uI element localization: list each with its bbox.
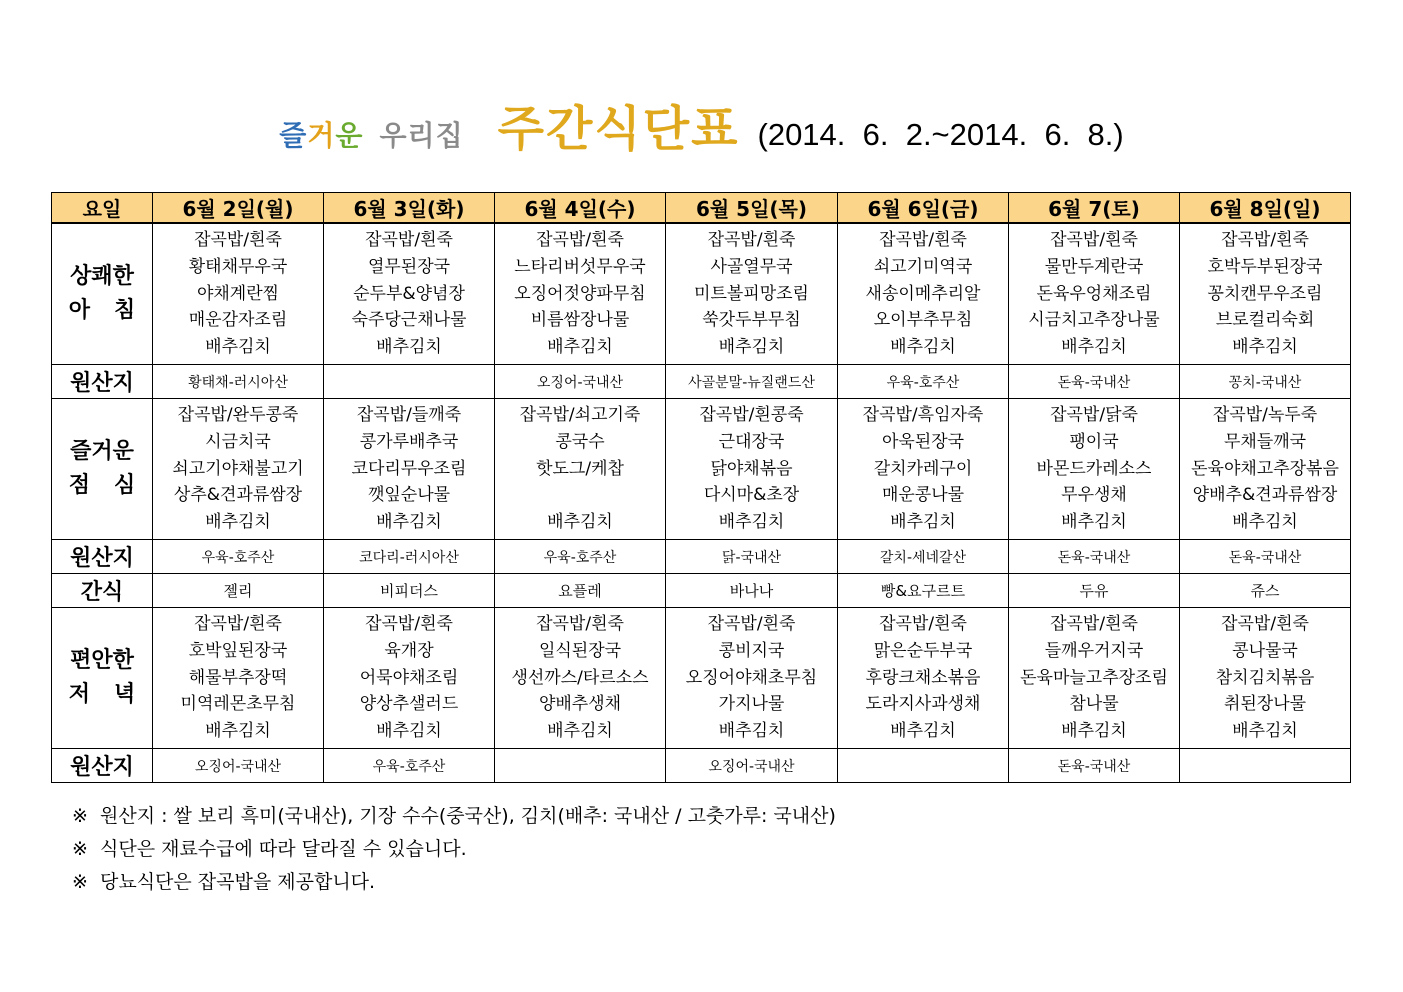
lunch-label: [52, 399, 160, 540]
brand-part2: [379, 114, 463, 154]
menu-item: 취된장나물: [1223, 694, 1307, 715]
menu-item: 배추김치: [205, 721, 271, 742]
origin-cell: 우육-호주산: [324, 749, 495, 783]
menu-item: 들깨우거지국: [1044, 640, 1144, 661]
origin-cell: 코다리-러시아산: [324, 540, 495, 574]
menu-item: 가지나물: [718, 694, 785, 715]
menu-item: 배추김치: [1232, 512, 1298, 533]
menu-item: 잡곡밥/흰죽: [365, 230, 453, 250]
menu-item: 배추김치: [205, 512, 271, 533]
menu-item: 콩비지국: [718, 640, 785, 661]
menu-item: 배추김치: [547, 337, 613, 358]
lunch-menu-cell: [838, 399, 1009, 540]
origin-cell: 오징어-국내산: [666, 749, 838, 783]
menu-item: 참치김치볶음: [1215, 667, 1315, 688]
breakfast-row: [52, 223, 1351, 365]
menu-item: 순두부&양념장: [353, 283, 465, 304]
day-header-cell: 6월 2일(월): [153, 193, 324, 224]
menu-item: 핫도그/케찹: [536, 458, 624, 479]
origin-cell: 황태채-러시아산: [153, 365, 324, 399]
dinner-label: [52, 608, 160, 749]
menu-item: 사골열무국: [710, 256, 793, 277]
menu-item: 배추김치: [376, 337, 442, 358]
breakfast-menu-cell: [153, 223, 324, 365]
menu-item: 브로컬리숙회: [1215, 310, 1315, 331]
menu-item: 닭야채볶음: [710, 458, 793, 479]
menu-item: 잡곡밥/흰죽: [536, 230, 624, 250]
menu-item: 깻잎순나물: [367, 485, 451, 506]
menu-item: 배추김치: [205, 337, 271, 358]
menu-item: 무우생채: [1061, 485, 1127, 506]
label-line: 점심: [68, 473, 160, 498]
menu-item: 배추김치: [718, 337, 785, 358]
origin-cell: [324, 365, 495, 399]
menu-item: 콩국수: [555, 431, 605, 452]
breakfast-menu-cell: [838, 223, 1009, 365]
menu-item: 황태채무우국: [188, 256, 288, 277]
brand-part1: [279, 114, 363, 154]
menu-item: 배추김치: [1232, 337, 1298, 358]
note-line: ※ 식단은 재료수급에 따라 달라질 수 있습니다.: [72, 838, 467, 860]
snack-cell: 젤리: [153, 574, 324, 608]
brand-char: 즐: [279, 119, 308, 152]
menu-item: 잡곡밥/흰죽: [1050, 230, 1138, 250]
breakfast-origin-row: [52, 365, 1351, 399]
menu-item: 시금치고추장나물: [1028, 310, 1160, 331]
menu-item: 배추김치: [1061, 721, 1127, 742]
menu-item: 시금치국: [205, 431, 271, 452]
breakfast-menu-cell: [666, 223, 838, 365]
origin-cell: 우육-호주산: [495, 540, 666, 574]
origin-cell: 우육-호주산: [838, 365, 1009, 399]
lunch-row: [52, 399, 1351, 540]
brand-char: 운: [335, 119, 364, 152]
origin-cell: [1180, 749, 1351, 783]
menu-item: 잡곡밥/흰죽: [1221, 230, 1309, 250]
menu-item: 잡곡밥/흰죽: [194, 614, 282, 634]
menu-item: 일식된장국: [538, 640, 622, 661]
menu-item: 쇠고기미역국: [873, 256, 973, 277]
menu-item: 숙주당근채나물: [351, 310, 467, 331]
snack-cell: 요플레: [495, 574, 666, 608]
menu-item: 양배추생채: [538, 694, 622, 715]
menu-item: 콩가루배추국: [359, 431, 459, 452]
menu-item: 배추김치: [890, 337, 956, 358]
origin-cell: 우육-호주산: [153, 540, 324, 574]
menu-item: 돈육우엉채조림: [1036, 283, 1152, 304]
origin-cell: 닭-국내산: [666, 540, 838, 574]
brand-char: 집: [435, 119, 464, 152]
origin-label: 원산지: [52, 365, 153, 399]
menu-item: 잡곡밥/흰죽: [1221, 614, 1309, 634]
brand-char: 거: [307, 119, 336, 152]
snack-cell: 빵&요구르트: [838, 574, 1009, 608]
menu-item: 잡곡밥/닭죽: [1050, 405, 1138, 425]
menu-item: 배추김치: [376, 512, 442, 533]
menu-item: 돈육마늘고추장조림: [1020, 667, 1168, 688]
lunch-origin-row: [52, 540, 1351, 574]
menu-item: 쑥갓두부무침: [702, 310, 801, 331]
origin-cell: 돈육-국내산: [1180, 540, 1351, 574]
menu-item: 물만두계란국: [1044, 256, 1144, 277]
menu-item: 잡곡밥/흑임자죽: [862, 405, 984, 425]
lunch-menu-cell: [1009, 399, 1180, 540]
label-line: 상쾌한: [70, 264, 134, 289]
menu-item: 잡곡밥/완두콩죽: [177, 405, 299, 425]
menu-item: 후랑크채소볶음: [865, 667, 981, 688]
origin-cell: 갈치-세네갈산: [838, 540, 1009, 574]
origin-cell: [495, 749, 666, 783]
menu-item: 코다리무우조림: [351, 458, 467, 479]
menu-item: 오이부추무침: [873, 310, 973, 331]
dinner-row: [52, 608, 1351, 749]
menu-item: 잡곡밥/흰죽: [1050, 614, 1138, 634]
lunch-menu-cell: [1180, 399, 1351, 540]
dinner-menu-cell: [666, 608, 838, 749]
day-header: 요일: [52, 193, 153, 224]
menu-item: 잡곡밥/들깨죽: [356, 405, 462, 425]
label-line: 편안한: [70, 648, 134, 673]
menu-item: 잡곡밥/흰죽: [194, 230, 282, 250]
menu-item: 잡곡밥/흰죽: [707, 230, 796, 250]
label-line: 아침: [68, 298, 160, 323]
menu-item: 배추김치: [890, 512, 956, 533]
menu-item: 미역레몬초무침: [180, 694, 296, 715]
menu-item: 콩나물국: [1232, 640, 1298, 661]
menu-item: 배추김치: [1232, 721, 1298, 742]
origin-cell: 돈육-국내산: [1009, 749, 1180, 783]
menu-item: 배추김치: [718, 512, 785, 533]
breakfast-label: [52, 223, 160, 365]
menu-item: 잡곡밥/쇠고기죽: [519, 405, 641, 425]
origin-cell: 돈육-국내산: [1009, 540, 1180, 574]
menu-item: 근대장국: [718, 431, 785, 452]
menu-item: 배추김치: [1061, 512, 1127, 533]
menu-item: 무채들깨국: [1223, 431, 1307, 452]
menu-item: 양상추샐러드: [359, 694, 459, 715]
note-line: ※ 당뇨식단은 잡곡밥을 제공합니다.: [72, 871, 376, 893]
menu-item: 도라지사과생채: [865, 694, 981, 715]
brand-char: 우: [379, 119, 408, 152]
dinner-menu-cell: [1180, 608, 1351, 749]
menu-item: 바몬드카레소스: [1036, 458, 1152, 479]
snack-cell: 바나나: [666, 574, 838, 608]
menu-item: 잡곡밥/흰죽: [365, 614, 453, 634]
menu-item: 육개장: [384, 640, 434, 661]
period: (2014. 6. 2.~2014. 6. 8.): [757, 117, 1124, 152]
day-header-cell: 6월 4일(수): [495, 193, 666, 224]
menu-item: 잡곡밥/흰죽: [707, 614, 796, 634]
snack-label: 간식: [52, 574, 153, 608]
menu-item: 잡곡밥/흰죽: [879, 230, 967, 250]
notes: [72, 800, 836, 899]
menu-item: 어묵야채조림: [359, 667, 459, 688]
menu-item: 배추김치: [1061, 337, 1127, 358]
menu-item: 미트볼피망조림: [694, 283, 809, 304]
menu-item: 다시마&초장: [703, 485, 800, 506]
menu-item: 양배추&견과류쌈장: [1192, 485, 1338, 506]
day-header-cell: 6월 6일(금): [838, 193, 1009, 224]
menu-item: 아욱된장국: [881, 431, 965, 452]
header-row: [52, 193, 1351, 224]
origin-cell: 오징어-국내산: [495, 365, 666, 399]
menu-item: 참나물: [1069, 694, 1119, 715]
breakfast-menu-cell: [1180, 223, 1351, 365]
menu-item: 매운콩나물: [881, 485, 965, 506]
menu-item: 배추김치: [547, 721, 613, 742]
origin-label: 원산지: [52, 540, 153, 574]
menu-item: 해물부추장떡: [188, 667, 288, 688]
breakfast-menu-cell: [495, 223, 666, 365]
lunch-menu-cell: [324, 399, 495, 540]
day-header-cell: 6월 3일(화): [324, 193, 495, 224]
breakfast-menu-cell: [324, 223, 495, 365]
menu-item: 잡곡밥/흰죽: [536, 614, 624, 634]
dinner-menu-cell: [495, 608, 666, 749]
origin-cell: 사골분말-뉴질랜드산: [666, 365, 838, 399]
origin-cell: [838, 749, 1009, 783]
menu-item: 잡곡밥/흰죽: [879, 614, 967, 634]
note-line: ※ 원산지 : 쌀 보리 흑미(국내산), 기장 수수(중국산), 김치(배추: 국내산 / 고춧가루: 국내산): [72, 805, 836, 827]
lunch-menu-cell: [153, 399, 324, 540]
origin-label: 원산지: [52, 749, 153, 783]
dinner-menu-cell: [1009, 608, 1180, 749]
dinner-menu-cell: [324, 608, 495, 749]
day-header-cell: 6월 5일(목): [666, 193, 838, 224]
snack-cell: 쥬스: [1180, 574, 1351, 608]
menu-item: 꽁치캔무우조림: [1207, 283, 1323, 304]
snack-row: [52, 574, 1351, 608]
day-header-cell: 6월 7(토): [1009, 193, 1180, 224]
menu-item: 팽이국: [1069, 431, 1119, 452]
menu-table: [51, 192, 1351, 783]
menu-item: 잡곡밥/녹두죽: [1212, 405, 1318, 425]
origin-cell: 꽁치-국내산: [1180, 365, 1351, 399]
snack-cell: 비피더스: [324, 574, 495, 608]
lunch-menu-cell: [495, 399, 666, 540]
lunch-menu-cell: [666, 399, 838, 540]
menu-item: 호박두부된장국: [1207, 256, 1323, 277]
menu-item: 잡곡밥/흰콩죽: [699, 405, 804, 425]
menu-item: 배추김치: [718, 721, 785, 742]
menu-item: [495, 482, 665, 509]
menu-item: 오징어젓양파무침: [514, 283, 646, 304]
menu-item: 배추김치: [547, 512, 613, 533]
menu-item: 열무된장국: [367, 256, 451, 277]
menu-item: 야채계란찜: [196, 283, 280, 304]
label-line: 저녁: [68, 682, 160, 707]
menu-item: 생선까스/타르소스: [511, 667, 649, 688]
menu-item: 쇠고기야채불고기: [172, 458, 304, 479]
breakfast-menu-cell: [1009, 223, 1180, 365]
menu-item: 비름쌈장나물: [530, 310, 630, 331]
page-title: [0, 90, 1403, 160]
menu-item: 매운감자조림: [188, 310, 288, 331]
day-header-cell: 6월 8일(일): [1180, 193, 1351, 224]
dinner-origin-row: [52, 749, 1351, 783]
menu-item: 배추김치: [890, 721, 956, 742]
label-line: 즐거운: [70, 439, 134, 464]
dinner-menu-cell: [153, 608, 324, 749]
dinner-menu-cell: [838, 608, 1009, 749]
snack-cell: 두유: [1009, 574, 1180, 608]
menu-item: 상추&견과류쌈장: [173, 485, 303, 506]
origin-cell: 돈육-국내산: [1009, 365, 1180, 399]
menu-item: 느타리버섯무우국: [514, 256, 646, 277]
origin-cell: 오징어-국내산: [153, 749, 324, 783]
menu-item: 돈육야채고추장볶음: [1191, 458, 1339, 479]
menu-item: 배추김치: [376, 721, 442, 742]
menu-item: 맑은순두부국: [873, 640, 973, 661]
menu-item: 갈치카레구이: [873, 458, 973, 479]
brand-char: 리: [407, 119, 436, 152]
menu-item: 호박잎된장국: [188, 640, 288, 661]
main-title: 주간식단표: [497, 101, 740, 157]
menu-item: 새송이메추리알: [865, 283, 981, 304]
menu-item: 오징어야채초무침: [685, 667, 818, 688]
